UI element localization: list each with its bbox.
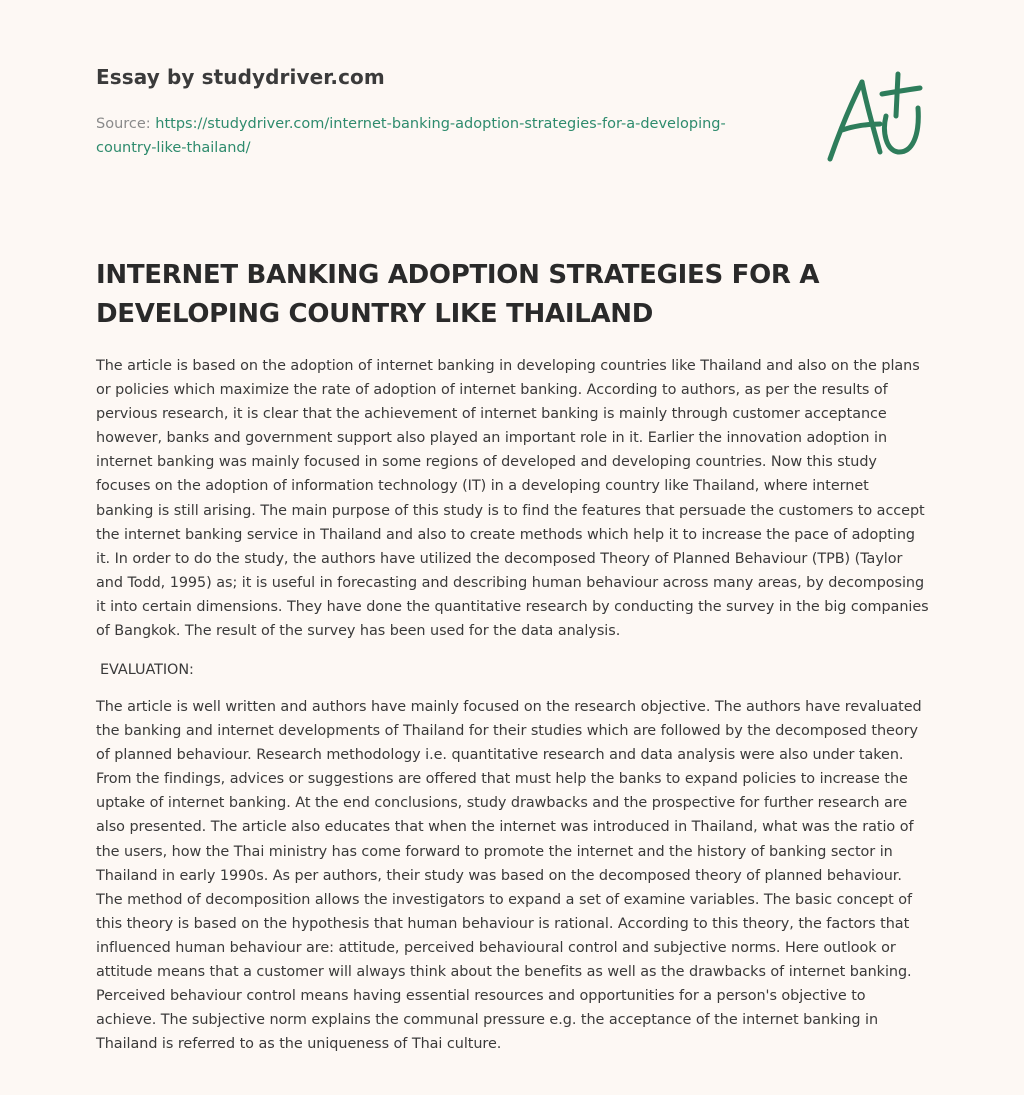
site-brand: Essay by studydriver.com: [96, 65, 385, 89]
article-paragraph-1: The article is based on the adoption of internet banking in developing countries like Thailand and also on the plans or policies which maximize the rate of adoption of internet banking. According to authors, as per the results of pervious research, it is clear that the achievement of internet banking is mainly through customer acceptance however, banks and government support also played an important role in it. Earlier the innovation adoption in internet banking was mainly focused in some regions of developed and developing countries. Now this study focuses on the adoption of information technology (IT) in a developing country like Thailand, where internet banking is still arising. The main purpose of this study is to find the features that persuade the customers to accept the internet banking service in Thailand and also to create methods which help it to increase the pace of adopting it. In order to do the study, the authors have utilized the decomposed Theory of Planned Behaviour (TPB) (Taylor and Todd, 1995) as; it is useful in forecasting and describing human behaviour across many areas, by decomposing it into certain dimensions. They have done the quantitative research by conducting the survey in the big companies of Bangkok. The result of the survey has been used for the data analysis.: [96, 358, 929, 640]
article-paragraph-2: The article is well written and authors have mainly focused on the research objective. The authors have revaluated the banking and internet developments of Thailand for their studies which are followed by the decomposed theory of planned behaviour. Research methodology i.e. quantitative research and data analysis were also under taken. From the findings, advices or suggestions are offered that must help the banks to expand policies to increase the uptake of internet banking. At the end conclusions, study drawbacks and the prospective for further research are also presented. The article also educates that when the internet was introduced in Thailand, what was the ratio of the users, how the Thai ministry has come forward to promote the internet and the history of banking sector in Thailand in early 1990s. As per authors, their study was based on the decomposed theory of planned behaviour. The method of decomposition allows the investigators to expand a set of examine variables. The basic concept of this theory is based on the hypothesis that human behaviour is rational. According to this theory, the factors that influenced human behaviour are: attitude, perceived behavioural control and subjective norms. Here outlook or attitude means that a customer will always think about the benefits as well as the drawbacks of internet banking. Perceived behaviour control means having essential resources and opportunities for a person's objective to achieve. The subjective norm explains the communal pressure e.g. the acceptance of the internet banking in Thailand is referred to as the uniqueness of Thai culture.: [96, 699, 922, 1053]
evaluation-heading: EVALUATION:: [100, 662, 194, 678]
a-plus-logo-icon: [824, 68, 924, 164]
source-link[interactable]: https://studydriver.com/internet-banking-adoption-strategies-for-a-developing-country-like-thailand/: [96, 116, 726, 156]
source-line: [96, 112, 776, 160]
article-title: INTERNET BANKING ADOPTION STRATEGIES FOR A DEVELOPING COUNTRY LIKE THAILAND: [96, 260, 820, 329]
source-label: Source:: [96, 116, 156, 132]
